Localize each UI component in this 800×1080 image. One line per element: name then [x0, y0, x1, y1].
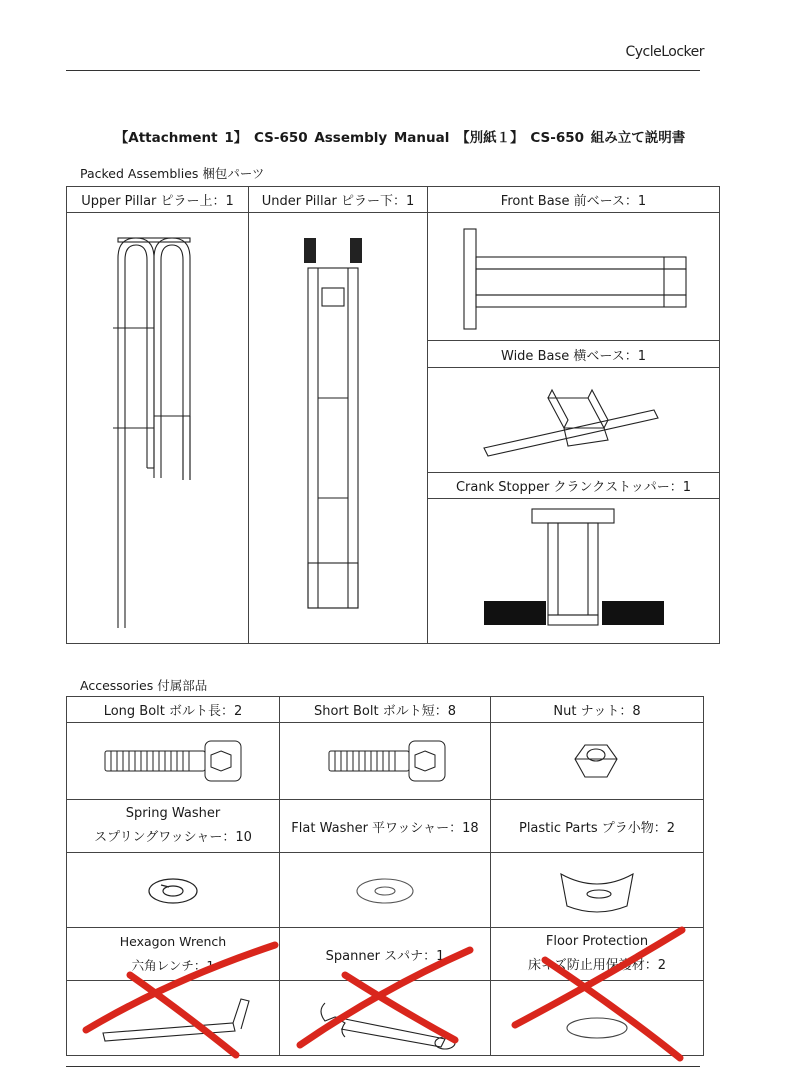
accessories-section-label: Accessories 付属部品: [80, 678, 208, 693]
floor-protection-label-en: Floor Protection: [545, 934, 649, 949]
page-title: 【Attachment 1】 CS-650 Assembly Manual 【別紙１】 CS-650 組み立て説明書: [114, 130, 686, 146]
spanner-cell: [280, 981, 491, 1056]
spring-washer-label-en: Spring Washer: [125, 806, 221, 821]
hex-wrench-label-en: Hexagon Wrench: [119, 934, 227, 949]
front-base-cell: [428, 213, 720, 341]
long-bolt-label: Long Bolt ボルト長：2: [67, 697, 280, 723]
nut-drawing: [557, 731, 637, 791]
wide-base-cell: [428, 367, 720, 472]
under-pillar-drawing: [278, 218, 398, 638]
spring-washer-cell: [67, 853, 280, 928]
flat-washer-cell: [280, 853, 491, 928]
packed-section-label: Packed Assemblies 梱包パーツ: [80, 166, 265, 181]
crank-stopper-drawing: [454, 503, 694, 639]
spanner-label: Spanner スパナ：1: [280, 928, 491, 981]
short-bolt-label: Short Bolt ボルト短：8: [280, 697, 491, 723]
packed-assemblies-table: [66, 186, 720, 644]
plastic-parts-drawing: [547, 860, 647, 920]
floor-protection-cell: [491, 981, 704, 1056]
hex-wrench-label-cell: [67, 928, 280, 981]
plastic-parts-label: Plastic Parts プラ小物：2: [491, 800, 704, 853]
upper-pillar-drawing: [98, 218, 218, 638]
nut-label: Nut ナット：8: [491, 697, 704, 723]
floor-protection-drawing: [537, 988, 657, 1048]
nut-cell: [491, 723, 704, 800]
crank-stopper-cell: [428, 499, 720, 644]
front-base-label: Front Base 前ベース：1: [428, 187, 720, 213]
footer-rule: [66, 1066, 700, 1067]
wide-base-label: Wide Base 横ベース：1: [428, 341, 720, 367]
hex-wrench-drawing: [83, 983, 263, 1053]
short-bolt-cell: [280, 723, 491, 800]
upper-pillar-cell: [67, 213, 249, 644]
hex-wrench-cell: [67, 981, 280, 1056]
flat-washer-label: Flat Washer 平ワッシャー：18: [280, 800, 491, 853]
spring-washer-label-cell: [67, 800, 280, 853]
floor-protection-label-cell: [491, 928, 704, 981]
spring-washer-label-jp: スプリングワッシャー：10: [94, 830, 252, 845]
header-rule: [66, 70, 700, 71]
spanner-drawing: [295, 983, 475, 1053]
flat-washer-drawing: [345, 865, 425, 915]
wide-base-drawing: [464, 370, 684, 470]
spring-washer-drawing: [133, 865, 213, 915]
crank-stopper-label: Crank Stopper クランクストッパー：1: [428, 473, 720, 499]
brand-logo: CycleLocker: [625, 44, 704, 60]
long-bolt-drawing: [93, 731, 253, 791]
under-pillar-label: Under Pillar ピラー下：1: [249, 187, 428, 213]
short-bolt-drawing: [305, 731, 465, 791]
hex-wrench-label-jp: 六角レンチ：1: [131, 958, 215, 973]
long-bolt-cell: [67, 723, 280, 800]
accessories-table: [66, 696, 704, 1056]
under-pillar-cell: [249, 213, 428, 644]
front-base-drawing: [444, 217, 704, 337]
upper-pillar-label: Upper Pillar ピラー上：1: [67, 187, 249, 213]
floor-protection-label-jp: 床キズ防止用保護材：2: [527, 958, 666, 973]
plastic-parts-cell: [491, 853, 704, 928]
